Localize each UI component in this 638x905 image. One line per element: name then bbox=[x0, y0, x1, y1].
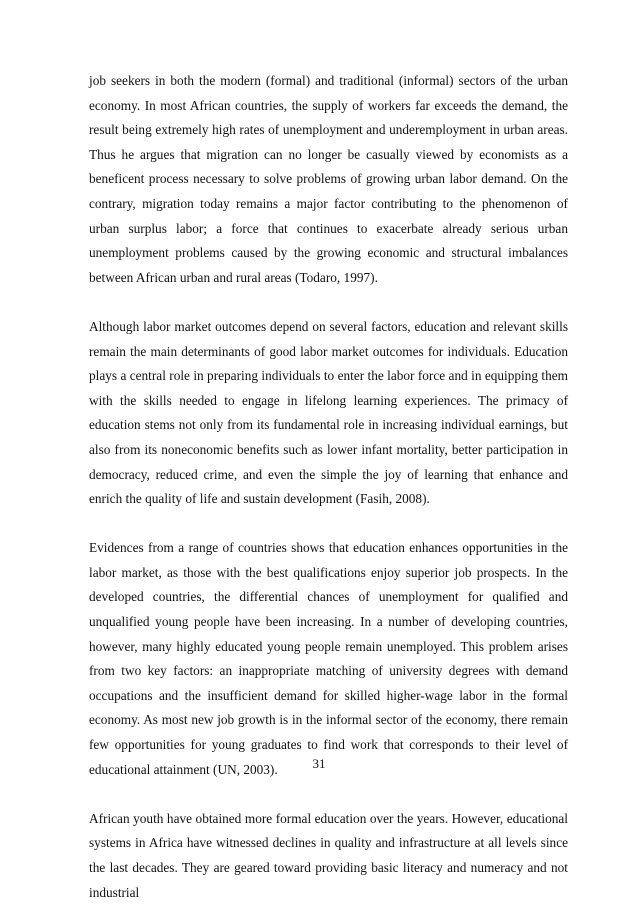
paragraph-education-skills: Although labor market outcomes depend on several factors, education and relevant skills remain the main determinants of good labor market outcomes for individuals. Education plays a central role in preparing individuals to enter the labor force and in equipping them with the skills needed to engage in lifelong learning experiences. The primacy of education stems not only from its fundamental role in increasing individual earnings, but also from its noneconomic benefits such as lower infant mortality, better participation in democracy, reduced crime, and even the simple the joy of learning that enhance and enrich the quality of life and sustain development (Fasih, 2008). bbox=[89, 318, 568, 507]
paragraph-education-opportunities: Evidences from a range of countries shows that education enhances opportunities in the labor market, as those with the best qualifications enjoy superior job prospects. In the developed countries, the differential chances of unemployment for qualified and unqualified young people have been increasing. In a number of developing countries, however, many highly educated young people remain unemployed. This problem arises from two key factors: an inappropriate matching of university degrees with demand occupations and the insufficient demand for skilled higher-wage labor in the formal economy. As most new job growth is in the informal sector of the economy, there remain few opportunities for young graduates to find work that corresponds to their level of educational attainment (UN, 2003). bbox=[89, 540, 568, 777]
page-number: 31 bbox=[312, 756, 326, 771]
body-text bbox=[89, 69, 568, 905]
paragraph-african-youth: African youth have obtained more formal education over the years. However, educational systems in Africa have witnessed declines in quality and infrastructure at all levels since the last decades. They are geared toward providing basic literacy and numeracy and not industrial bbox=[89, 810, 568, 900]
paragraph-urban-labor: job seekers in both the modern (formal) and traditional (informal) sectors of the urban economy. In most African countries, the supply of workers far exceeds the demand, the result being extremely high rates of unemployment and underemployment in urban areas. Thus he argues that migration can no longer be casually viewed by economists as a beneficent process necessary to solve problems of growing urban labor demand. On the contrary, migration today remains a major factor contributing to the phenomenon of urban surplus labor; a force that continues to exacerbate already serious urban unemployment problems caused by the growing economic and structural imbalances between African urban and rural areas (Todaro, 1997). bbox=[89, 73, 568, 285]
